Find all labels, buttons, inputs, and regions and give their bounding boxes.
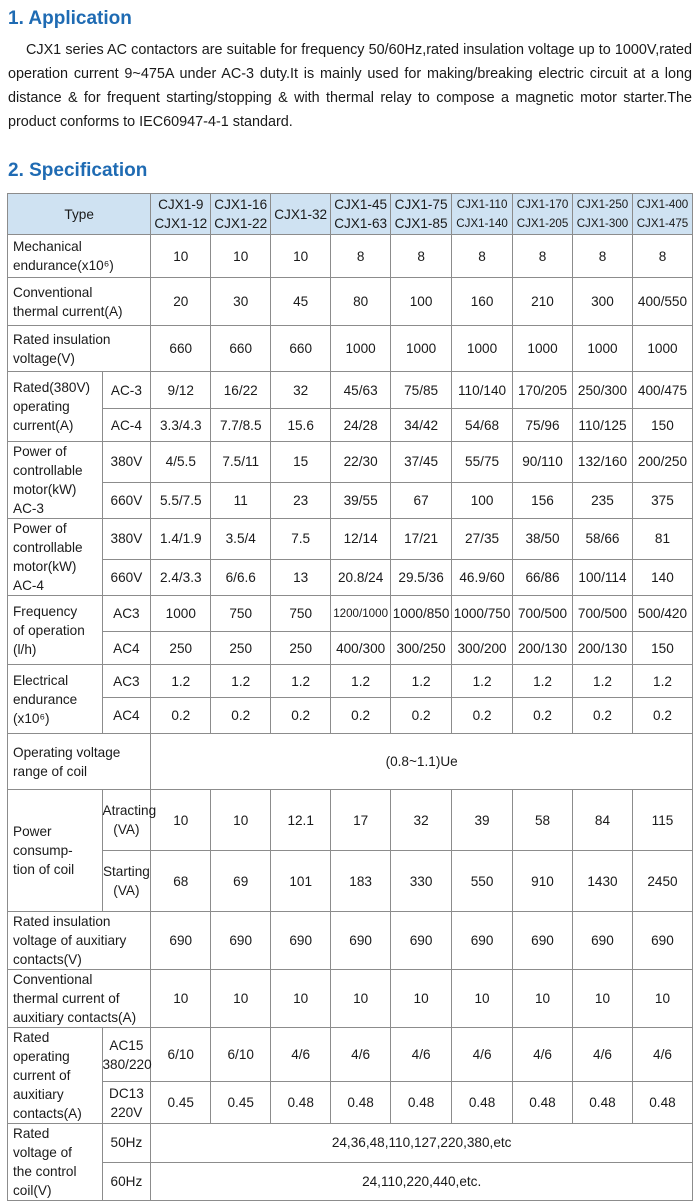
- value-cell: 690: [391, 912, 452, 970]
- value-cell: 110/125: [573, 409, 633, 442]
- value-cell: 4/6: [573, 1028, 633, 1082]
- value-cell: 29.5/36: [391, 559, 452, 595]
- sub-label: AC3: [102, 596, 151, 632]
- value-cell: 690: [211, 912, 271, 970]
- value-cell: 1000: [513, 326, 573, 372]
- value-cell: 0.48: [573, 1082, 633, 1124]
- table-row: [8, 278, 693, 326]
- value-cell: 4/6: [391, 1028, 452, 1082]
- application-text: CJX1 series AC contactors are suitable for frequency 50/60Hz,rated insulation voltage up to 1000V,rated operation current 9~475A under AC-3 duty.It is mainly used for making/breaking electric circuit at a long distance & for frequent starting/stopping & with thermal relay to compose a magnetic motor starter.The product conforms to IEC60947-4-1 standard.: [8, 42, 692, 130]
- sub-label: AC15 380/220: [102, 1028, 151, 1082]
- value-cell: 200/130: [573, 632, 633, 665]
- value-cell: 1.2: [391, 665, 452, 698]
- type-header: Type: [8, 194, 151, 235]
- value-cell: 30: [211, 278, 271, 326]
- sub-label: 60Hz: [102, 1162, 151, 1201]
- row-label: Rated voltage of the control coil(V): [8, 1124, 103, 1201]
- value-cell: 0.2: [211, 698, 271, 734]
- value-cell: 375: [632, 482, 692, 518]
- value-cell: 1.2: [211, 665, 271, 698]
- value-cell: 37/45: [391, 442, 452, 483]
- value-cell: 27/35: [452, 519, 513, 560]
- value-cell: 500/420: [632, 596, 692, 632]
- value-cell: 4/6: [513, 1028, 573, 1082]
- value-cell: 1.2: [151, 665, 211, 698]
- table-row: [8, 851, 693, 912]
- value-cell: 1.4/1.9: [151, 519, 211, 560]
- table-row: [8, 372, 693, 409]
- specification-heading: 2. Specification: [8, 160, 148, 181]
- value-cell: 1000: [331, 326, 391, 372]
- table-row: [8, 912, 693, 970]
- value-cell: 235: [573, 482, 633, 518]
- value-cell: 10: [211, 790, 271, 851]
- value-cell: 45: [271, 278, 331, 326]
- value-cell: 300: [573, 278, 633, 326]
- value-cell: 12.1: [271, 790, 331, 851]
- row-label: Mechanical endurance(x10⁶): [8, 235, 151, 278]
- value-cell: 3.5/4: [211, 519, 271, 560]
- value-cell: 1.2: [513, 665, 573, 698]
- type-cell: CJX1-400 CJX1-475: [632, 194, 692, 235]
- row-label: Rated(380V) operating current(A): [8, 372, 103, 442]
- value-cell: 8: [331, 235, 391, 278]
- value-cell: 24/28: [331, 409, 391, 442]
- table-row: [8, 734, 693, 790]
- value-cell: 7.7/8.5: [211, 409, 271, 442]
- value-cell: 660: [211, 326, 271, 372]
- sub-label: AC-4: [102, 409, 151, 442]
- value-cell: 1.2: [632, 665, 692, 698]
- value-cell: 1.2: [452, 665, 513, 698]
- value-cell: 45/63: [331, 372, 391, 409]
- value-cell: 4/6: [271, 1028, 331, 1082]
- table-row: [8, 442, 693, 483]
- value-cell: 210: [513, 278, 573, 326]
- value-cell: 0.48: [632, 1082, 692, 1124]
- value-cell: 0.2: [513, 698, 573, 734]
- value-cell: 250: [271, 632, 331, 665]
- value-cell: 15: [271, 442, 331, 483]
- value-cell: 7.5: [271, 519, 331, 560]
- value-cell: 400/300: [331, 632, 391, 665]
- value-cell: 10: [391, 970, 452, 1028]
- sub-label: DC13 220V: [102, 1082, 151, 1124]
- value-cell: 1.2: [573, 665, 633, 698]
- row-label: Operating voltage range of coil: [8, 734, 151, 790]
- value-cell: 10: [513, 970, 573, 1028]
- value-cell: 67: [391, 482, 452, 518]
- value-cell: 0.2: [452, 698, 513, 734]
- value-cell: 4/6: [632, 1028, 692, 1082]
- value-cell: 58/66: [573, 519, 633, 560]
- application-heading: 1. Application: [8, 8, 132, 29]
- value-cell: 0.48: [271, 1082, 331, 1124]
- table-row: [8, 519, 693, 560]
- value-cell: 2450: [632, 851, 692, 912]
- value-cell: 6/6.6: [211, 559, 271, 595]
- value-cell: 170/205: [513, 372, 573, 409]
- value-cell: 10: [211, 235, 271, 278]
- value-cell: 250: [211, 632, 271, 665]
- row-label: Electrical endurance (x10⁶): [8, 665, 103, 734]
- value-cell: 46.9/60: [452, 559, 513, 595]
- value-cell: 10: [151, 970, 211, 1028]
- value-cell: 400/475: [632, 372, 692, 409]
- value-cell: 58: [513, 790, 573, 851]
- row-label: Rated insulation voltage(V): [8, 326, 151, 372]
- value-cell: 90/110: [513, 442, 573, 483]
- value-cell: 0.2: [573, 698, 633, 734]
- value-cell: 150: [632, 409, 692, 442]
- value-cell: 400/550: [632, 278, 692, 326]
- sub-label: 50Hz: [102, 1124, 151, 1163]
- row-label: Frequency of operation (l/h): [8, 596, 103, 665]
- value-cell: 7.5/11: [211, 442, 271, 483]
- value-cell: 101: [271, 851, 331, 912]
- value-cell: 10: [151, 235, 211, 278]
- sub-label: 380V: [102, 519, 151, 560]
- table-row: [8, 665, 693, 698]
- value-cell: 750: [271, 596, 331, 632]
- sub-label: Starting (VA): [102, 851, 151, 912]
- value-cell: 1000/750: [452, 596, 513, 632]
- value-cell: 10: [271, 970, 331, 1028]
- value-cell: 11: [211, 482, 271, 518]
- value-cell: 0.45: [211, 1082, 271, 1124]
- table-row: [8, 632, 693, 665]
- table-row: [8, 235, 693, 278]
- value-cell: 38/50: [513, 519, 573, 560]
- value-cell: 132/160: [573, 442, 633, 483]
- table-row: [8, 596, 693, 632]
- value-cell: 12/14: [331, 519, 391, 560]
- value-cell: 1000: [151, 596, 211, 632]
- value-cell: 0.48: [452, 1082, 513, 1124]
- value-cell: 156: [513, 482, 573, 518]
- row-label: Conventional thermal current of auxitiary contacts(A): [8, 970, 151, 1028]
- value-cell: 1000: [452, 326, 513, 372]
- value-cell: 250: [151, 632, 211, 665]
- value-cell: 10: [573, 970, 633, 1028]
- value-cell: 115: [632, 790, 692, 851]
- value-cell: 690: [271, 912, 331, 970]
- value-cell: 1.2: [331, 665, 391, 698]
- value-cell: 13: [271, 559, 331, 595]
- value-cell: 1.2: [271, 665, 331, 698]
- value-cell: 54/68: [452, 409, 513, 442]
- value-cell: 10: [452, 970, 513, 1028]
- value-cell: 690: [632, 912, 692, 970]
- value-cell: 660: [151, 326, 211, 372]
- value-cell: 66/86: [513, 559, 573, 595]
- sub-label: 380V: [102, 442, 151, 483]
- value-cell: 17: [331, 790, 391, 851]
- value-cell: 32: [271, 372, 331, 409]
- value-cell: 3.3/4.3: [151, 409, 211, 442]
- value-cell: 2.4/3.3: [151, 559, 211, 595]
- value-cell: 690: [452, 912, 513, 970]
- value-cell: 10: [331, 970, 391, 1028]
- value-cell: 750: [211, 596, 271, 632]
- value-cell: 69: [211, 851, 271, 912]
- value-cell: 55/75: [452, 442, 513, 483]
- value-cell: 1200/1000: [331, 596, 391, 632]
- value-cell: 690: [331, 912, 391, 970]
- value-cell: 183: [331, 851, 391, 912]
- value-cell: 39: [452, 790, 513, 851]
- value-cell: 1430: [573, 851, 633, 912]
- value-cell: 100/114: [573, 559, 633, 595]
- value-cell: 8: [452, 235, 513, 278]
- value-cell: 8: [391, 235, 452, 278]
- type-cell: CJX1-110 CJX1-140: [452, 194, 513, 235]
- value-cell: 81: [632, 519, 692, 560]
- sub-label: AC4: [102, 632, 151, 665]
- sub-label: 660V: [102, 559, 151, 595]
- value-cell: 10: [211, 970, 271, 1028]
- value-cell: 700/500: [513, 596, 573, 632]
- value-cell: 4/6: [452, 1028, 513, 1082]
- spec-table: [7, 193, 693, 1201]
- value-cell: 0.2: [632, 698, 692, 734]
- table-row: [8, 970, 693, 1028]
- value-cell: 0.2: [271, 698, 331, 734]
- value-cell: 17/21: [391, 519, 452, 560]
- sub-label: AC4: [102, 698, 151, 734]
- value-cell: 0.48: [513, 1082, 573, 1124]
- value-cell: 690: [513, 912, 573, 970]
- value-cell: 1000: [573, 326, 633, 372]
- value-cell: 32: [391, 790, 452, 851]
- value-cell: 0.48: [331, 1082, 391, 1124]
- type-cell: CJX1-9 CJX1-12: [151, 194, 211, 235]
- value-cell: 75/85: [391, 372, 452, 409]
- type-cell: CJX1-170 CJX1-205: [513, 194, 573, 235]
- row-label: Rated insulation voltage of auxitiary contacts(V): [8, 912, 151, 970]
- value-cell: 200/130: [513, 632, 573, 665]
- value-cell: 4/6: [331, 1028, 391, 1082]
- row-label: Power of controllable motor(kW) AC-4: [8, 519, 103, 596]
- value-cell: 8: [513, 235, 573, 278]
- table-row: [8, 698, 693, 734]
- table-row: [8, 1124, 693, 1163]
- table-row: [8, 1082, 693, 1124]
- value-cell: 34/42: [391, 409, 452, 442]
- row-label: Conventional thermal current(A): [8, 278, 151, 326]
- type-cell: CJX1-16 CJX1-22: [211, 194, 271, 235]
- value-cell: 80: [331, 278, 391, 326]
- value-cell: (0.8~1.1)Ue: [151, 734, 693, 790]
- value-cell: 0.48: [391, 1082, 452, 1124]
- value-cell: 0.45: [151, 1082, 211, 1124]
- value-cell: 5.5/7.5: [151, 482, 211, 518]
- table-row: [8, 1028, 693, 1082]
- value-cell: 660: [271, 326, 331, 372]
- value-cell: 8: [573, 235, 633, 278]
- value-cell: 1000: [391, 326, 452, 372]
- value-cell: 200/250: [632, 442, 692, 483]
- value-cell: 8: [632, 235, 692, 278]
- value-cell: 20.8/24: [331, 559, 391, 595]
- value-cell: 22/30: [331, 442, 391, 483]
- table-row: [8, 790, 693, 851]
- value-cell: 100: [391, 278, 452, 326]
- value-cell: 330: [391, 851, 452, 912]
- value-cell: 39/55: [331, 482, 391, 518]
- value-cell: 84: [573, 790, 633, 851]
- value-cell: 550: [452, 851, 513, 912]
- table-row: [8, 482, 693, 518]
- value-cell: 23: [271, 482, 331, 518]
- row-label: Power consump- tion of coil: [8, 790, 103, 912]
- value-cell: 300/250: [391, 632, 452, 665]
- value-cell: 110/140: [452, 372, 513, 409]
- table-row: [8, 326, 693, 372]
- table-row: [8, 559, 693, 595]
- value-cell: 300/200: [452, 632, 513, 665]
- row-label: Rated operating current of auxitiary contacts(A): [8, 1028, 103, 1124]
- value-cell: 250/300: [573, 372, 633, 409]
- sub-label: 660V: [102, 482, 151, 518]
- value-cell: 690: [151, 912, 211, 970]
- value-cell: 20: [151, 278, 211, 326]
- sub-label: AC-3: [102, 372, 151, 409]
- value-cell: 0.2: [151, 698, 211, 734]
- value-cell: 0.2: [391, 698, 452, 734]
- type-cell: CJX1-75 CJX1-85: [391, 194, 452, 235]
- value-cell: 68: [151, 851, 211, 912]
- value-cell: 6/10: [211, 1028, 271, 1082]
- value-cell: 160: [452, 278, 513, 326]
- value-cell: 910: [513, 851, 573, 912]
- type-cell: CJX1-250 CJX1-300: [573, 194, 633, 235]
- value-cell: 24,36,48,110,127,220,380,etc: [151, 1124, 693, 1163]
- value-cell: 75/96: [513, 409, 573, 442]
- value-cell: 690: [573, 912, 633, 970]
- value-cell: 0.2: [331, 698, 391, 734]
- value-cell: 150: [632, 632, 692, 665]
- value-cell: 16/22: [211, 372, 271, 409]
- row-label: Power of controllable motor(kW) AC-3: [8, 442, 103, 519]
- value-cell: 140: [632, 559, 692, 595]
- value-cell: 15.6: [271, 409, 331, 442]
- value-cell: 10: [151, 790, 211, 851]
- sub-label: Atracting (VA): [102, 790, 151, 851]
- type-cell: CJX1-45 CJX1-63: [331, 194, 391, 235]
- value-cell: 4/5.5: [151, 442, 211, 483]
- table-row: [8, 194, 693, 235]
- value-cell: 6/10: [151, 1028, 211, 1082]
- value-cell: 24,110,220,440,etc.: [151, 1162, 693, 1201]
- value-cell: 1000/850: [391, 596, 452, 632]
- value-cell: 1000: [632, 326, 692, 372]
- value-cell: 10: [271, 235, 331, 278]
- value-cell: 100: [452, 482, 513, 518]
- value-cell: 9/12: [151, 372, 211, 409]
- sub-label: AC3: [102, 665, 151, 698]
- value-cell: 700/500: [573, 596, 633, 632]
- table-row: [8, 1162, 693, 1201]
- value-cell: 10: [632, 970, 692, 1028]
- type-cell: CJX1-32: [271, 194, 331, 235]
- table-row: [8, 409, 693, 442]
